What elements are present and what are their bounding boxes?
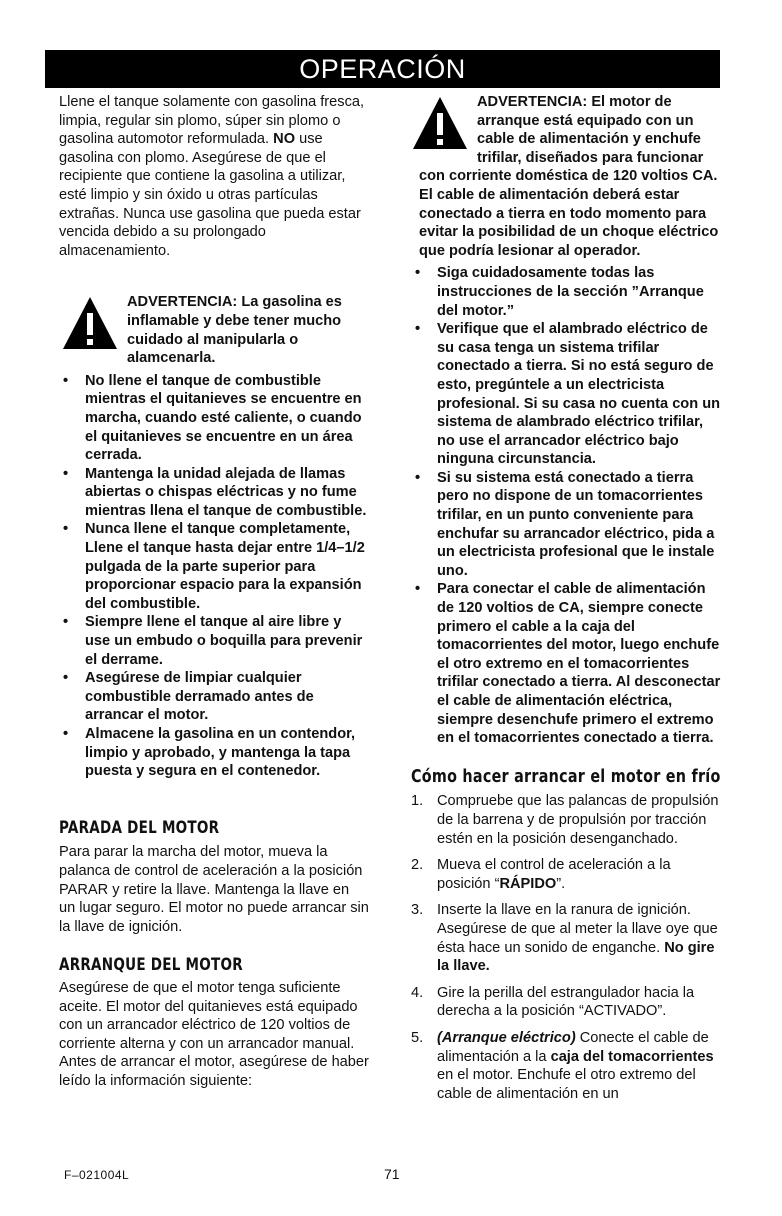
list-item: 1. Compruebe que las palancas de propulsión de la barrena y de propulsión por tracción estén en la posición desenganchado. — [411, 793, 719, 847]
section-title-banner: OPERACIÓN — [45, 50, 720, 88]
list-item: • Asegúrese de limpiar cualquier combustible derramado antes de arrancar el motor. — [63, 670, 314, 724]
list-item: 4. Gire la perilla del estrangulador hacia la derecha a la posición “ACTIVADO”. — [411, 984, 695, 1020]
cold-start-heading: Cómo hacer arrancar el motor en frío — [411, 766, 721, 787]
list-item: • Verifique que el alambrado eléctrico de su casa tenga un sistema trifilar conectado a tierra. Si no está seguro de esto, pregúntele a un electricista profesional. Si su casa no cuenta con un sistema de alambrado eléctrico trifilar, no use el arrancador eléctrico bajo ninguna circunstancia. — [415, 321, 721, 468]
start-engine-paragraph: Asegúrese de que el motor tenga suficiente aceite. El motor del quitanieves está equipado con un arrancador eléctrico de 120 voltios de corriente alterna y con un arrancador manual. Antes de arrancar el motor, asegúrese de haber leído la información siguiente: — [59, 979, 369, 1089]
list-item: • Nunca llene el tanque completamente, Llene el tanque hasta dejar entre 1/4–1/2 pulgada de la parte superior para proporcionar espacio para la expansión del combustible. — [63, 521, 365, 612]
electric-starter-warning: ADVERTENCIA: El motor de arranque está equipado con un cable de alimentación y enchufe trifilar, diseñados para funcionar con corriente doméstica de 120 voltios CA. El cable de alimentación deberá estar conectado a tierra en todo momento para evitar la posibilidad de un choque eléctrico que podría lesionar al operador. — [411, 93, 723, 260]
list-item: • Mantenga la unidad alejada de llamas abiertas o chispas eléctricas y no fume mientras llena el tanque de combustible. — [63, 465, 367, 519]
list-item: 5. (Arranque eléctrico) Conecte el cable de alimentación a la caja del tomacorrientes en el motor. Enchufe el otro extremo del cable de alimentación en un — [411, 1029, 714, 1102]
list-item: • Siempre llene el tanque al aire libre y use un embudo o boquilla para prevenir el derrame. — [63, 614, 363, 668]
list-item: 2. Mueva el control de aceleración a la posición “RÁPIDO”. — [411, 857, 671, 892]
stop-engine-heading: PARADA DEL MOTOR — [59, 817, 220, 837]
electric-safety-list — [411, 264, 723, 747]
cold-start-steps — [411, 792, 723, 1103]
list-item: 3. Inserte la llave en la ranura de ignición. Asegúrese de que al meter la llave oye que ésta hace un sonido de enganche. No gire la llave. — [411, 902, 718, 975]
list-item: • Si su sistema está conectado a tierra pero no dispone de un tomacorrientes trifilar, en un punto conveniente para enchufar su arrancador eléctrico, pida a un electricista profesional que le instale uno. — [415, 469, 715, 579]
start-engine-heading: ARRANQUE DEL MOTOR — [59, 955, 243, 975]
fuel-intro-paragraph: Llene el tanque solamente con gasolina fresca, limpia, regular sin plomo, súper sin plomo o gasolina automotor reformulada. NO use gasolina con plomo. Asegúrese de que el recipiente que contiene la gasolina a utilizar, esté limpio y sin óxido u otras partículas extrañas. Nunca use gasolina que pueda estar vencida debido a su prolongado almacenamiento. — [59, 94, 365, 259]
warning-triangle-icon — [61, 295, 119, 351]
gasoline-warning: ADVERTENCIA: La gasolina es inflamable y debe tener mucho cuidado al manipularla o alamcenarla. — [59, 293, 369, 367]
gasoline-safety-list — [59, 372, 369, 781]
list-item: • Almacene la gasolina en un contendor, limpio y aprobado, y mantenga la tapa puesta y segura en el contenedor. — [63, 726, 356, 780]
right-column — [411, 93, 723, 1103]
document-code: F–021004L — [64, 1168, 130, 1182]
stop-engine-paragraph: Para parar la marcha del motor, mueva la palanca de control de aceleración a la posición PARAR y retire la llave. Mantenga la llave en un lugar seguro. El motor no puede arrancar sin la llave de ignición. — [59, 844, 369, 935]
left-column — [59, 93, 369, 1091]
list-item: • Para conectar el cable de alimentación de 120 voltios de CA, siempre conecte primero el cable a la caja del tomacorrientes del motor, luego enchufe el otro extremo en el tomacorrientes trifilar conectado a tierra. Al desconectar el cable de alimentación eléctrica, siempre desenchufe primero el extremo en el tomacorrientes conectado a tierra. — [415, 581, 721, 747]
page-number: 71 — [384, 1166, 400, 1182]
warning-triangle-icon — [411, 95, 469, 151]
list-item: • No llene el tanque de combustible mientras el quitanieves se encuentre en marcha, cuando esté caliente, o cuando el quitanieves se encuentre en un área cerrada. — [63, 372, 362, 464]
list-item: • Siga cuidadosamente todas las instrucciones de la sección ”Arranque del motor.” — [415, 265, 704, 319]
